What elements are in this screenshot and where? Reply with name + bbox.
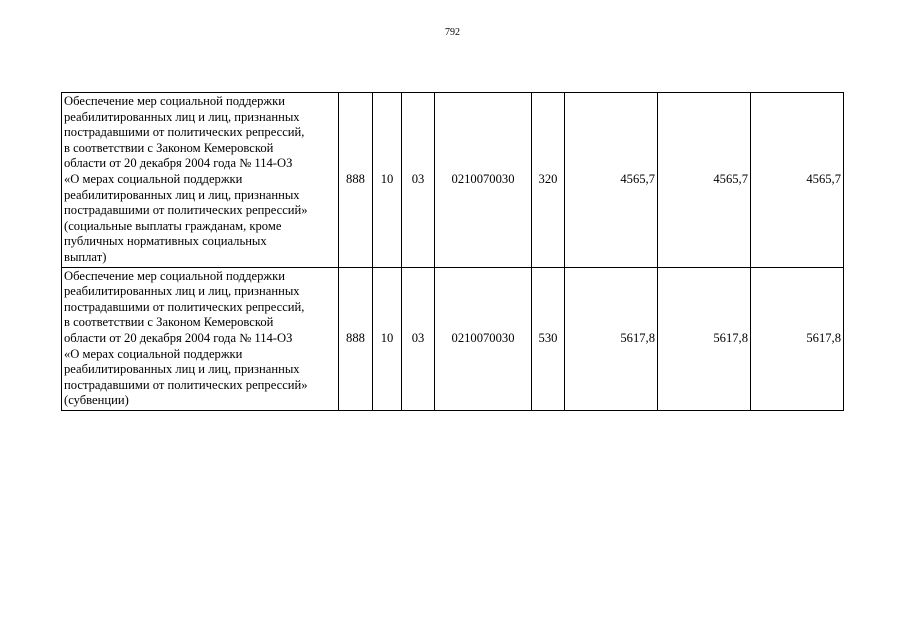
description-line: Обеспечение мер социальной поддержки — [64, 94, 285, 108]
description-line: (социальные выплаты гражданам, кроме — [64, 218, 282, 233]
description-line: в соответствии с Законом Кемеровской — [64, 315, 274, 330]
description-line: пострадавшими от политических репрессий» — [64, 203, 308, 218]
row-description — [62, 267, 339, 410]
description-line: области от 20 декабря 2004 года № 114-ОЗ — [64, 156, 293, 171]
description-line: реабилитированных лиц и лиц, признанных — [64, 187, 300, 202]
description-line: пострадавшими от политических репрессий, — [64, 125, 305, 140]
description-line: выплат) — [64, 249, 107, 264]
amount-2: 5617,8 — [658, 267, 751, 410]
page-number: 792 — [445, 27, 460, 38]
description-line: пострадавшими от политических репрессий» — [64, 377, 308, 392]
amount-2: 4565,7 — [658, 93, 751, 268]
table-row — [62, 267, 844, 410]
amount-3: 4565,7 — [751, 93, 844, 268]
description-line: реабилитированных лиц и лиц, признанных — [64, 109, 300, 124]
amount-1: 5617,8 — [565, 267, 658, 410]
target-article-code: 0210070030 — [435, 267, 532, 410]
expense-type-code: 530 — [532, 267, 565, 410]
ministry-code: 888 — [339, 93, 373, 268]
subsection-code: 03 — [402, 93, 435, 268]
description-line: (субвенции) — [64, 393, 129, 408]
budget-table — [61, 92, 844, 411]
description-line: реабилитированных лиц и лиц, признанных — [64, 284, 300, 299]
target-article-code: 0210070030 — [435, 93, 532, 268]
description-line: «О мерах социальной поддержки — [64, 171, 243, 186]
description-line: «О мерах социальной поддержки — [64, 346, 243, 361]
ministry-code: 888 — [339, 267, 373, 410]
section-code: 10 — [373, 267, 402, 410]
row-description — [62, 93, 339, 268]
description-line: в соответствии с Законом Кемеровской — [64, 140, 274, 155]
expense-type-code: 320 — [532, 93, 565, 268]
description-line: реабилитированных лиц и лиц, признанных — [64, 362, 300, 377]
description-line: Обеспечение мер социальной поддержки — [64, 268, 285, 283]
section-code: 10 — [373, 93, 402, 268]
description-line: публичных нормативных социальных — [64, 234, 267, 249]
description-line: области от 20 декабря 2004 года № 114-ОЗ — [64, 330, 293, 345]
subsection-code: 03 — [402, 267, 435, 410]
description-line: пострадавшими от политических репрессий, — [64, 299, 305, 314]
amount-3: 5617,8 — [751, 267, 844, 410]
amount-1: 4565,7 — [565, 93, 658, 268]
table-row — [62, 93, 844, 268]
